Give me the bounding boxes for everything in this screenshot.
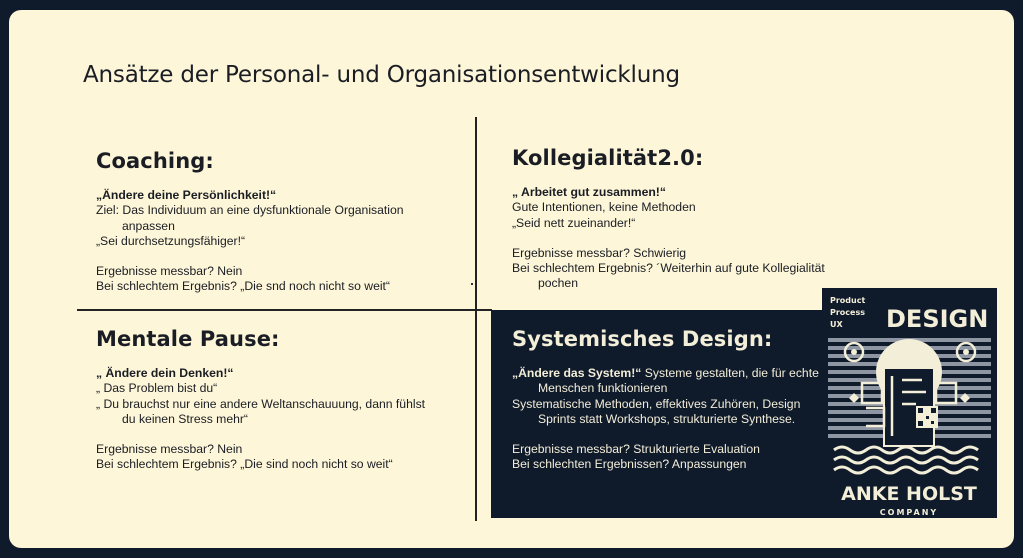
slide-title: Ansätze der Personal- und Organisationsentwicklung xyxy=(83,62,680,88)
coaching-heading: Coaching: xyxy=(96,149,214,173)
mentale-pause-line: „ Das Problem bist du“ xyxy=(96,381,218,396)
mentale-pause-section xyxy=(96,326,425,473)
systemisches-design-lead xyxy=(512,366,819,381)
coaching-line: Ziel: Das Individuum an eine dysfunktionale Organisation xyxy=(96,203,404,218)
kollegialitaet-section xyxy=(512,145,825,292)
kollegialitaet-line: pochen xyxy=(538,276,578,291)
logo-tag: Product xyxy=(830,296,866,305)
logo-tag: UX xyxy=(830,320,843,329)
kollegialitaet-line: Gute Intentionen, keine Methoden xyxy=(512,200,696,215)
systemisches-design-line: Bei schlechten Ergebnissen? Anpassungen xyxy=(512,457,747,472)
kollegialitaet-line: „Seid nett zueinander!“ xyxy=(512,215,636,230)
systemisches-design-section xyxy=(512,326,819,473)
coaching-line: „Sei durchsetzungsfähiger!“ xyxy=(96,233,246,248)
logo-company: COMPANY xyxy=(879,508,939,517)
coaching-line: Bei schlechtem Ergebnis? „Die snd noch nicht so weit“ xyxy=(96,279,390,294)
logo-graphic xyxy=(822,288,997,518)
mentale-pause-line: „ Du brauchst nur eine andere Weltanschauuung, dann fühlst xyxy=(96,396,426,411)
mentale-pause-heading: Mentale Pause: xyxy=(96,327,280,351)
systemisches-design-line: Sprints statt Workshops, strukturierte Synthese. xyxy=(538,411,796,426)
mentale-pause-line: „ Ändere dein Denken!“ xyxy=(96,366,234,380)
kollegialitaet-heading: Kollegialität2.0: xyxy=(512,146,704,170)
systemisches-design-line: Systematische Methoden, effektives Zuhören, Design xyxy=(512,396,801,411)
systemisches-design-lead-bold: „Ändere das System!“ xyxy=(512,366,642,380)
mentale-pause-line: Bei schlechtem Ergebnis? „Die sind noch nicht so weit“ xyxy=(96,457,393,472)
horizontal-divider xyxy=(77,309,492,311)
kollegialitaet-line: Ergebnisse messbar? Schwierig xyxy=(512,245,687,260)
mentale-pause-line: du keinen Stress mehr“ xyxy=(122,411,248,426)
coaching-line: „Ändere deine Persönlichkeit!“ xyxy=(96,188,277,202)
logo-name: ANKE HOLST xyxy=(841,483,977,505)
logo-tag: Process xyxy=(830,308,865,317)
vertical-divider xyxy=(475,117,477,521)
systemisches-design-line: Ergebnisse messbar? Strukturierte Evaluation xyxy=(512,442,760,457)
slide xyxy=(9,10,1014,548)
coaching-section xyxy=(96,148,404,295)
mentale-pause-line: Ergebnisse messbar? Nein xyxy=(96,442,243,457)
kollegialitaet-line: Bei schlechtem Ergebnis? ´Weiterhin auf gute Kollegialität xyxy=(512,261,825,276)
coaching-line: Ergebnisse messbar? Nein xyxy=(96,264,243,279)
systemisches-design-lead-rest: Systeme gestalten, die für echte xyxy=(641,366,819,380)
logo-word: DESIGN xyxy=(886,305,989,333)
kollegialitaet-line: „ Arbeitet gut zusammen!“ xyxy=(512,185,666,199)
systemisches-design-heading: Systemisches Design: xyxy=(512,327,773,351)
anke-holst-logo xyxy=(822,288,997,518)
coaching-line: anpassen xyxy=(122,218,175,233)
systemisches-design-line: Menschen funktionieren xyxy=(538,381,668,396)
divider-dot xyxy=(471,283,473,285)
